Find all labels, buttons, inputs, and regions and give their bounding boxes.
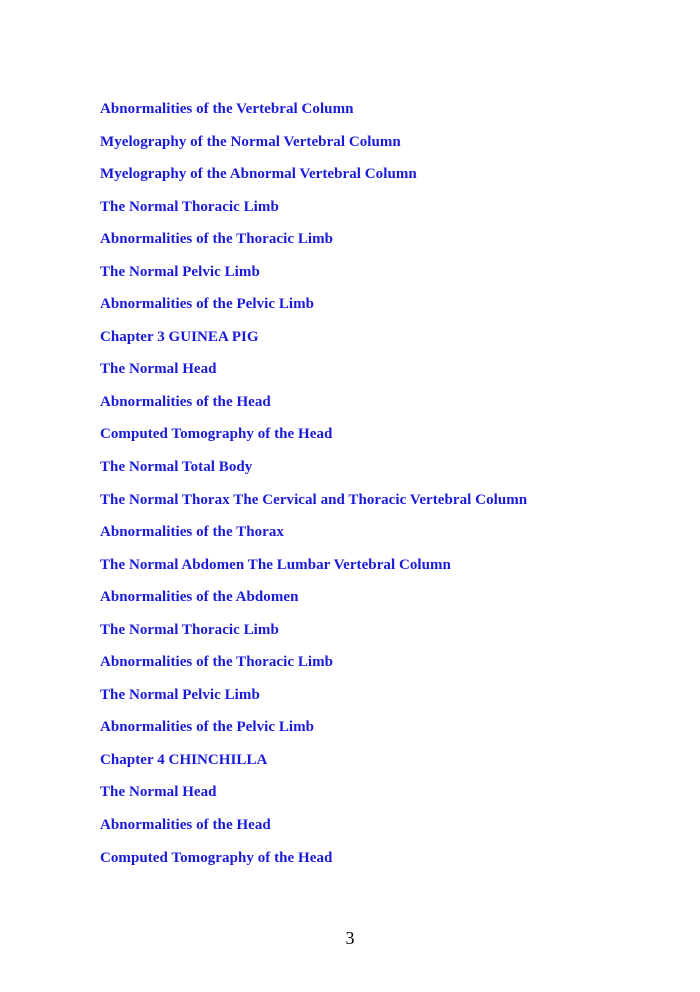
toc-link[interactable]: Abnormalities of the Thoracic Limb	[100, 231, 334, 248]
toc-link[interactable]: Myelography of the Normal Vertebral Column	[100, 133, 401, 150]
toc-entry	[100, 197, 527, 230]
toc-link[interactable]: The Normal Head	[100, 784, 217, 801]
toc-entry	[100, 99, 527, 132]
toc-entry	[100, 424, 527, 457]
toc-entry	[100, 685, 527, 718]
toc-entry	[100, 587, 527, 620]
toc-entry	[100, 132, 527, 165]
toc-chapter-entry	[100, 327, 527, 360]
toc-entry	[100, 522, 527, 555]
toc-link[interactable]: Abnormalities of the Vertebral Column	[100, 101, 354, 117]
toc-link[interactable]: Abnormalities of the Head	[100, 393, 271, 410]
toc-entry	[100, 262, 527, 295]
toc-link[interactable]: The Normal Pelvic Limb	[100, 263, 260, 280]
toc-entry	[100, 555, 527, 588]
table-of-contents	[100, 99, 527, 880]
toc-entry	[100, 294, 527, 327]
toc-link[interactable]: Myelography of the Abnormal Vertebral Column	[100, 166, 417, 183]
toc-link[interactable]: The Normal Total Body	[100, 459, 253, 476]
toc-entry	[100, 652, 527, 685]
toc-link[interactable]: The Normal Abdomen The Lumbar Vertebral Column	[100, 556, 451, 573]
toc-chapter-entry	[100, 750, 527, 783]
toc-link[interactable]: Abnormalities of the Head	[100, 817, 271, 834]
toc-entry	[100, 815, 527, 848]
toc-link[interactable]: Abnormalities of the Abdomen	[100, 589, 299, 606]
toc-entry	[100, 457, 527, 490]
toc-link[interactable]: Computed Tomography of the Head	[100, 426, 333, 443]
toc-entry	[100, 359, 527, 392]
toc-link[interactable]: Computed Tomography of the Head	[100, 849, 333, 866]
page-number: 3	[345, 928, 355, 948]
toc-link[interactable]: Abnormalities of the Pelvic Limb	[100, 296, 315, 313]
toc-entry	[100, 717, 527, 750]
toc-chapter-link[interactable]: Chapter 3 GUINEA PIG	[100, 328, 259, 345]
toc-link[interactable]: Abnormalities of the Thoracic Limb	[100, 654, 334, 671]
toc-link[interactable]: The Normal Pelvic Limb	[100, 686, 260, 703]
toc-entry	[100, 490, 527, 523]
toc-link[interactable]: Abnormalities of the Thorax	[100, 524, 284, 541]
toc-entry	[100, 848, 527, 881]
toc-entry	[100, 620, 527, 653]
toc-entry	[100, 164, 527, 197]
toc-link[interactable]: The Normal Thoracic Limb	[100, 198, 279, 215]
toc-link[interactable]: The Normal Thoracic Limb	[100, 621, 279, 638]
toc-entry	[100, 229, 527, 262]
toc-chapter-link[interactable]: Chapter 4 CHINCHILLA	[100, 751, 268, 768]
toc-entry	[100, 782, 527, 815]
toc-link[interactable]: The Normal Thorax The Cervical and Thoracic Vertebral Column	[100, 491, 528, 508]
toc-link[interactable]: Abnormalities of the Pelvic Limb	[100, 719, 315, 736]
toc-link[interactable]: The Normal Head	[100, 361, 217, 378]
toc-entry	[100, 392, 527, 425]
